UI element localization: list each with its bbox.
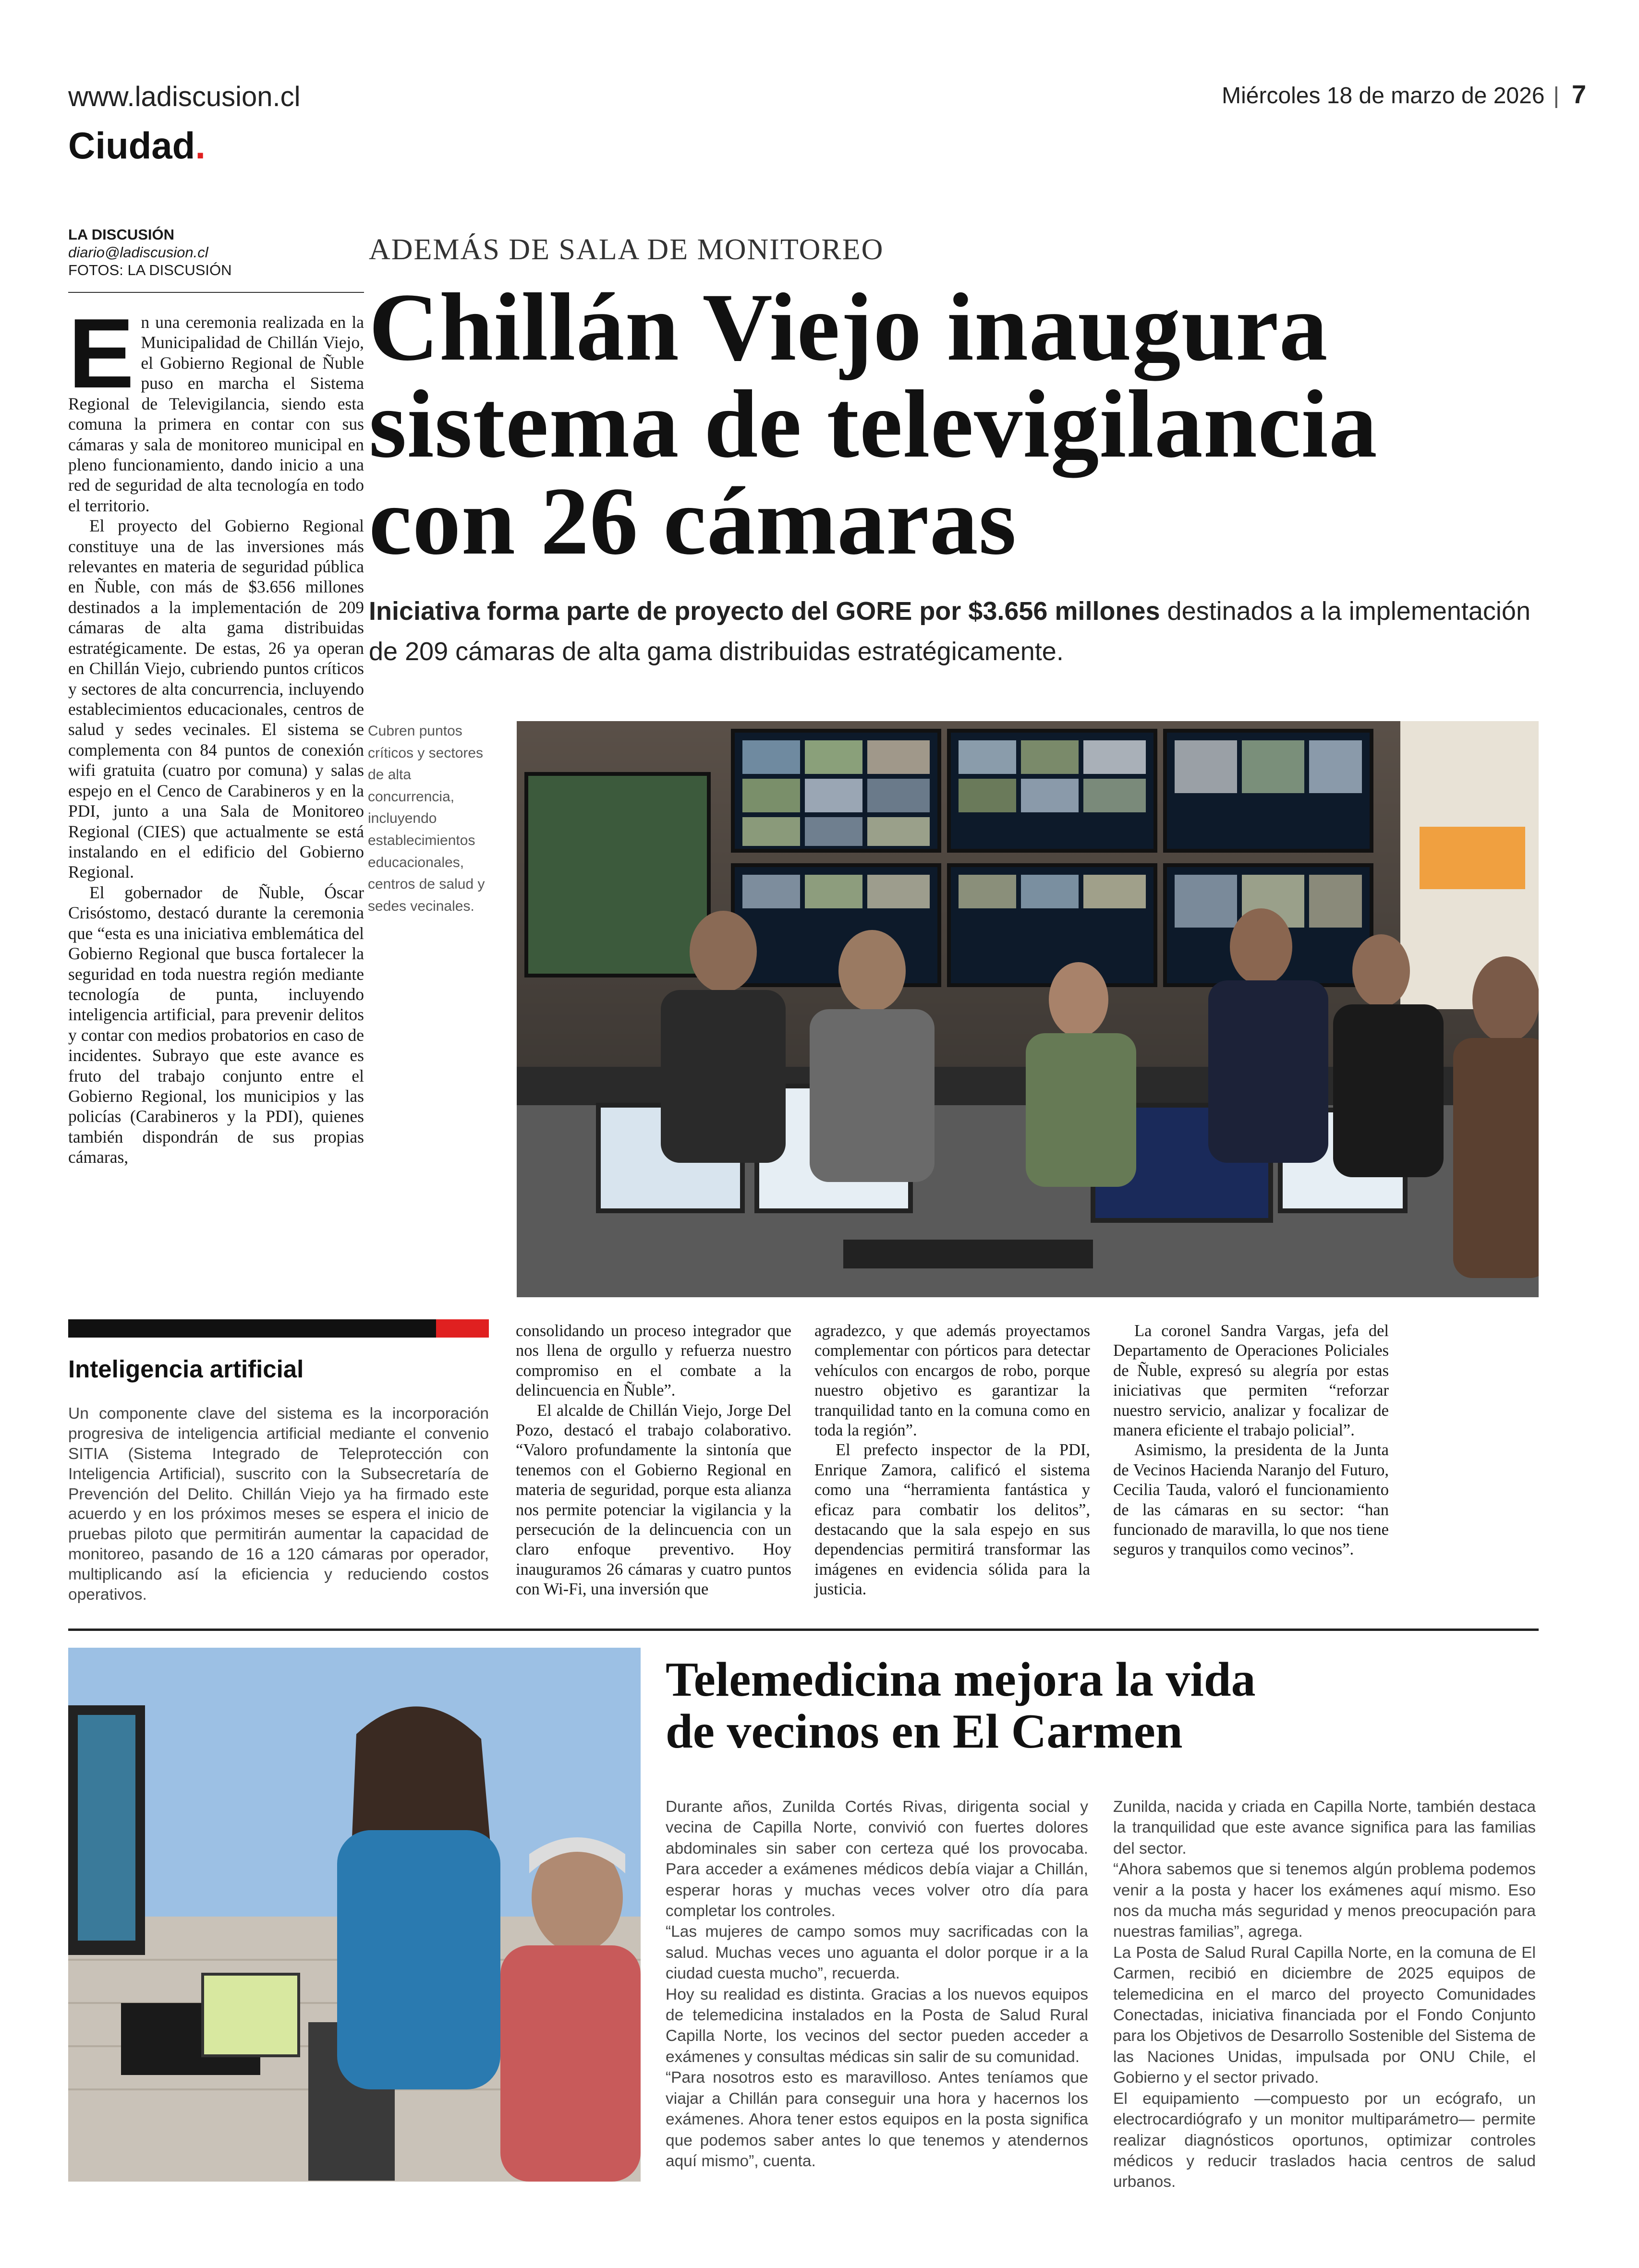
headline-line: Chillán Viejo inaugura <box>369 273 1328 381</box>
paragraph: El equipamiento —compuesto por un ecógrafo, un electrocardiógrafo y un monitor multiparámetro— permite realizar diagnósticos oportunos, optimizar controles médicos y reducir traslados hacia centros de salud urbanos. <box>1113 2089 1536 2191</box>
drop-cap: E <box>68 298 134 409</box>
telemedicine-column-2 <box>1113 1797 1536 2193</box>
page-number: 7 <box>1571 80 1586 109</box>
byline-outlet: LA DISCUSIÓN <box>68 226 175 243</box>
section-title <box>68 124 206 168</box>
paragraph: “Ahora sabemos que si tenemos algún problema podemos venir a la posta y hacer los exámenes aquí mismo. Eso nos da mucha más seguridad y menos preocupación para nuestras familias”, agrega. <box>1113 1860 1536 1941</box>
article-column-3 <box>814 1321 1090 1599</box>
telemedicine-headline <box>666 1654 1530 1758</box>
paragraph: Durante años, Zunilda Cortés Rivas, dirigenta social y vecina de Capilla Norte, convivió con fuertes dolores abdominales sin saber con certeza qué los provocaba. Para acceder a exámenes médicos debía viajar a Chillán, esperar horas y muchas veces volver otro día para completar los controles. <box>666 1798 1088 1920</box>
paragraph: “Las mujeres de campo somos muy sacrificadas con la salud. Muchas veces uno aguanta el dolor porque ir a la ciudad cuesta mucho”, recuerda. <box>666 1923 1088 1983</box>
paragraph: El alcalde de Chillán Viejo, Jorge Del Pozo, destacó el trabajo colaborativo. “Valoro profundamente la sintonía que tenemos con el Gobierno Regional en materia de seguridad, porque esta alianza nos permite potenciar la vigilancia y la persecución de la delincuencia con un claro enfoque preventivo. Hoy inauguramos 26 cámaras y cuatro puntos con Wi-Fi, una inversión que <box>516 1401 791 1599</box>
issue-date: Miércoles 18 de marzo de 2026 <box>1222 83 1545 109</box>
telemedicine-column-1 <box>666 1797 1088 2171</box>
photo-caption: Cubren puntos críticos y sectores de alta concurrencia, incluyendo establecimientos educacionales, centros de salud y sedes vecinales. <box>368 723 485 914</box>
section-dot: . <box>195 124 206 167</box>
byline-photos: FOTOS: LA DISCUSIÓN <box>68 262 232 279</box>
headline-line: de vecinos en El Carmen <box>666 1704 1183 1759</box>
paragraph: La Posta de Salud Rural Capilla Norte, en la comuna de El Carmen, recibió en diciembre de 2025 equipos de telemedicina en el marco del proyecto Comunidades Conectadas, iniciativa financiada por el Fondo Conjunto para los Objetivos de Desarrollo Sostenible del Sistema de las Naciones Unidas, impulsada por ONU Chile, el Gobierno y el sector privado. <box>1113 1943 1536 2087</box>
article-column-1 <box>68 298 364 1168</box>
article-column-2 <box>516 1321 791 1599</box>
article-headline <box>369 273 1531 575</box>
byline-email[interactable]: diario@ladiscusion.cl <box>68 244 208 261</box>
byline <box>68 226 366 279</box>
paragraph: “Para nosotros esto es maravilloso. Antes teníamos que viajar a Chillán para conseguir una hora y hacernos los exámenes. Ahora tener estos equipos en la posta significa que podemos saber antes lo que tenemos y atendernos aquí mismo”, cuenta. <box>666 2069 1088 2170</box>
issue-date-bar <box>1222 80 1586 109</box>
section-divider <box>68 1629 1539 1631</box>
headline-line: sistema de televigilancia <box>369 370 1378 478</box>
dek-bold: Iniciativa forma parte de proyecto del GORE por $3.656 millones <box>369 597 1160 626</box>
ai-box-text: Un componente clave del sistema es la incorporación progresiva de inteligencia artificial mediante el convenio SITIA (Sistema Integrado de Teleprotección con Inteligencia Artificial), suscrito con la Subsecretaría de Prevención del Delito. Chillán Viejo ya ha firmado este acuerdo y en los próximos meses se espera el inicio de pruebas piloto que permitirán aumentar la capacidad de monitoreo, pasando de 16 a 120 cámaras por operador, multiplicando así la eficiencia y reduciendo costos operativos. <box>68 1405 489 1604</box>
ai-box-title: Inteligencia artificial <box>68 1355 304 1383</box>
paragraph: agradezco, y que además proyectamos complementar con pórticos para detectar vehículos con encargos de robo, porque nuestro objetivo es garantizar la tranquilidad tanto en la comuna como en toda la región”. <box>814 1322 1090 1439</box>
paragraph: El prefecto inspector de la PDI, Enrique Zamora, calificó el sistema como una “herramienta fantástica y eficaz para combatir los delitos”, destacando que la sala espejo en sus dependencias permitirá transformar las imágenes en evidencia sólida para la justicia. <box>814 1441 1090 1599</box>
monitoring-room-illustration <box>517 721 1539 1297</box>
headline-line: con 26 cámaras <box>369 467 1017 575</box>
paragraph: Zunilda, nacida y criada en Capilla Norte, también destaca la tranquilidad que este avance significa para las familias del sector. <box>1113 1798 1536 1858</box>
telemedicine-photo <box>68 1648 641 2182</box>
paragraph <box>68 298 364 516</box>
site-url[interactable]: www.ladiscusion.cl <box>68 81 301 112</box>
article-dek <box>369 591 1541 672</box>
dek-rest: destinados a la implementación de 209 cámaras de alta gama distribuidas estratégicamente. <box>369 597 1530 666</box>
paragraph: La coronel Sandra Vargas, jefa del Departamento de Operaciones Policiales de Ñuble, expresó su alegría por estas iniciativas que permiten “reforzar nuestro servicio, analizar y focalizar de manera eficiente el trabajo policial”. <box>1113 1322 1389 1439</box>
ai-box-top-bar <box>68 1319 489 1338</box>
paragraph-text: n una ceremonia realizada en la Municipalidad de Chillán Viejo, el Gobierno Regional de Ñuble puso en marcha el Sistema Regional de Televigilancia, siendo esta comuna la primera en contar con sus cámaras y sala de monitoreo municipal en pleno funcionamiento, dando inicio a una red de seguridad de alta tecnología en todo el territorio. <box>68 313 364 515</box>
article-column-4 <box>1113 1321 1389 1560</box>
main-photo <box>517 721 1539 1297</box>
headline-line: Telemedicina mejora la vida <box>666 1653 1256 1707</box>
article-kicker: ADEMÁS DE SALA DE MONITOREO <box>369 233 884 266</box>
section-name: Ciudad <box>68 124 195 167</box>
telemedicine-illustration <box>68 1648 641 2182</box>
paragraph: consolidando un proceso integrador que nos llena de orgullo y refuerza nuestro compromiso en el combate a la delincuencia en Ñuble”. <box>516 1322 791 1400</box>
byline-rule <box>68 292 364 293</box>
paragraph: El proyecto del Gobierno Regional constituye una de las inversiones más relevantes en materia de seguridad pública en Ñuble, con más de $3.656 millones destinados a la implementación de 209 cámaras de alta gama distribuidas estratégicamente. De estas, 26 ya operan en Chillán Viejo, cubriendo puntos críticos y sectores de alta concurrencia, incluyendo establecimientos educacionales, centros de salud y sedes vecinales. El sistema se complementa con 84 puntos de conexión wifi gratuita (cuatro por comuna) y salas espejo en el Cenco de Carabineros y en la PDI, junto a una Sala de Monitoreo Regional (CIES) que actualmente se está instalando en el edificio del Gobierno Regional. <box>68 516 364 882</box>
header-separator: | <box>1553 83 1559 109</box>
paragraph: Asimismo, la presidenta de la Junta de Vecinos Hacienda Naranjo del Futuro, Cecilia Tauda, valoró el funcionamiento de las cámaras en su sector: “han funcionado de maravilla, lo que nos tiene seguros y tranquilos como vecinos”. <box>1113 1441 1389 1559</box>
paragraph: El gobernador de Ñuble, Óscar Crisóstomo, destacó durante la ceremonia que “esta es una iniciativa emblemática del Gobierno Regional que busca fortalecer la seguridad en toda nuestra región mediante tecnología de punta, incluyendo inteligencia artificial, para prevenir delitos y contar con medios probatorios en caso de incidentes. Subrayo que este avance es fruto del trabajo conjunto entre el Gobierno Regional, los municipios y las policías (Carabineros y la PDI), quienes también dispondrán de sus propias cámaras, <box>68 882 364 1167</box>
paragraph: Hoy su realidad es distinta. Gracias a los nuevos equipos de telemedicina instalados en la Posta de Salud Rural Capilla Norte, los vecinos del sector pueden acceder a exámenes y consultas médicas sin salir de su comunidad. <box>666 1985 1088 2066</box>
